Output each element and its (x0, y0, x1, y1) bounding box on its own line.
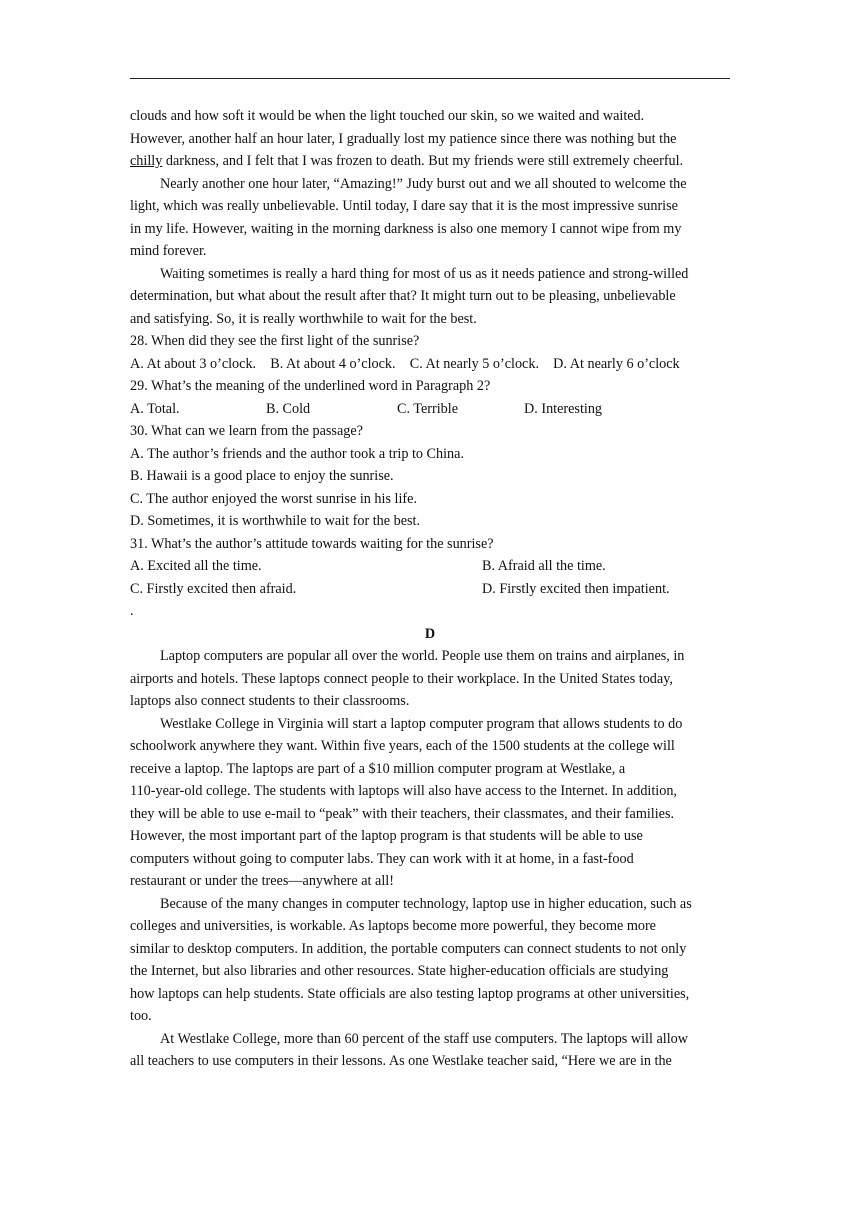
passage-d-line: colleges and universities, is workable. As laptops become more powerful, they become more (130, 918, 656, 934)
passage-d-line: similar to desktop computers. In addition, the portable computers can connect students to not only (130, 940, 687, 957)
option-c: C. Terrible (397, 400, 458, 417)
passage-d-line: schoolwork anywhere they want. Within five years, each of the 1500 students at the college will (130, 738, 675, 754)
question-31-stem: 31. What’s the author’s attitude towards waiting for the sunrise? (130, 535, 494, 552)
passage-c-line: and satisfying. So, it is really worthwhile to wait for the best. (130, 310, 477, 327)
question-29-stem: 29. What’s the meaning of the underlined word in Paragraph 2? (130, 378, 491, 394)
option-b: B. Afraid all the time. (482, 558, 606, 574)
passage-c-line: determination, but what about the result after that? It might turn out to be pleasing, unbelievable (130, 288, 676, 304)
passage-d-line: how laptops can help students. State officials are also testing laptop programs at other universities, (130, 985, 690, 1002)
option-c: C. The author enjoyed the worst sunrise in his life. (130, 490, 417, 507)
passage-c-line: mind forever. (130, 243, 207, 259)
option-a: A. Total. (130, 400, 180, 417)
question-31-options-row-2 (130, 578, 730, 601)
passage-d-line: all teachers to use computers in their lessons. As one Westlake teacher said, “Here we are in the (130, 1053, 672, 1069)
option-d: D. Sometimes, it is worthwhile to wait for the best. (130, 513, 421, 529)
passage-c-line: light, which was really unbelievable. Until today, I dare say that it is the most impressive sunrise (130, 198, 678, 214)
question-28-options: A. At about 3 o’clock. B. At about 4 o’clock. C. At nearly 5 o’clock. D. At nearly 6 o’clock (130, 355, 680, 372)
passage-d-line: restaurant or under the trees—anywhere at all! (130, 873, 394, 889)
option-c: C. Firstly excited then afraid. (130, 580, 297, 597)
passage-c-line: chilly darkness, and I felt that I was frozen to death. But my friends were still extremely cheerful. (130, 153, 684, 169)
passage-d-heading: D (424, 625, 436, 642)
question-29-options (130, 398, 730, 421)
passage-d-line: laptops also connect students to their classrooms. (130, 693, 410, 709)
question-30-stem: 30. What can we learn from the passage? (130, 423, 363, 439)
passage-d-line: they will be able to use e-mail to “peak” with their teachers, their classmates, and their families. (130, 805, 675, 822)
passage-d-line: airports and hotels. These laptops connect people to their workplace. In the United States today, (130, 670, 673, 687)
option-d: D. Firstly excited then impatient. (482, 580, 670, 597)
option-b: B. Hawaii is a good place to enjoy the sunrise. (130, 468, 394, 484)
passage-d-line: At Westlake College, more than 60 percent of the staff use computers. The laptops will allow (160, 1030, 688, 1047)
passage-d-line: Laptop computers are popular all over the world. People use them on trains and airplanes, in (160, 648, 685, 664)
passage-d-line: Because of the many changes in computer technology, laptop use in higher education, such as (160, 895, 692, 912)
option-d: D. Interesting (524, 400, 603, 417)
passage-c-line: in my life. However, waiting in the morning darkness is also one memory I cannot wipe from my (130, 220, 682, 237)
question-28-stem: 28. When did they see the first light of the sunrise? (130, 333, 420, 349)
passage-c-line: Nearly another one hour later, “Amazing!” Judy burst out and we all shouted to welcome the (160, 175, 687, 192)
passage-d-line: However, the most important part of the laptop program is that students will be able to use (130, 828, 643, 844)
document-body (130, 105, 730, 1073)
option-a: A. Excited all the time. (130, 558, 262, 574)
underlined-word: chilly (130, 153, 163, 169)
option-b: B. Cold (266, 400, 311, 417)
passage-d-line: 110-year-old college. The students with laptops will also have access to the Internet. In addition, (130, 783, 677, 799)
passage-d-line: too. (130, 1008, 152, 1024)
stray-mark: . (130, 603, 134, 619)
header-rule (130, 78, 730, 79)
passage-d-line: the Internet, but also libraries and other resources. State higher-education officials are studying (130, 963, 669, 979)
passage-d-line: Westlake College in Virginia will start a laptop computer program that allows students to do (160, 715, 683, 732)
option-a: A. The author’s friends and the author took a trip to China. (130, 445, 464, 462)
passage-c-line: Waiting sometimes is really a hard thing for most of us as it needs patience and strong-willed (160, 265, 689, 282)
passage-d-line: receive a laptop. The laptops are part of a $10 million computer program at Westlake, a (130, 760, 626, 777)
question-31-options-row-1 (130, 555, 730, 578)
passage-c-line: clouds and how soft it would be when the light touched our skin, so we waited and waited. (130, 108, 645, 124)
passage-c-line: However, another half an hour later, I gradually lost my patience since there was nothing but the (130, 130, 677, 147)
passage-d-line: computers without going to computer labs. They can work with it at home, in a fast-food (130, 850, 634, 867)
